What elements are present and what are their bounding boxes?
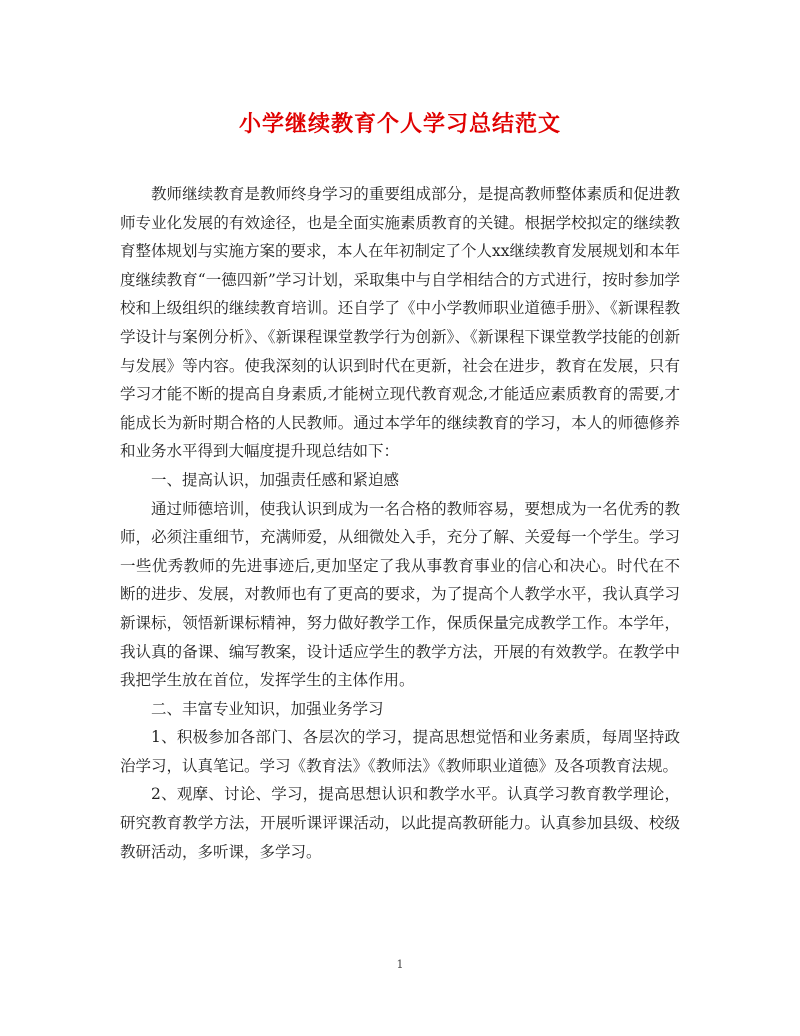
page-number: 1 <box>396 958 404 971</box>
section-1-paragraph: 通过师德培训，使我认识到成为一名合格的教师容易，要想成为一名优秀的教师，必须注重细节，充满师爱，从细微处入手，充分了解、关爱每一个学生。学习一些优秀教师的先进事迹后,更加坚定了我从事教育事业的信心和决心。时代在不断的进步、发展，对教师也有了更高的要求，为了提高个人教学水平，我认真学习新课标，领悟新课标精神，努力做好教学工作，保质保量完成教学工作。本学年，我认真的备课、编写教案，设计适应学生的教学方法，开展的有效教学。在教学中我把学生放在首位，发挥学生的主体作用。 <box>120 499 680 690</box>
document-body <box>120 180 680 866</box>
section-heading-1: 一、提高认识，加强责任感和紧迫感 <box>151 470 400 489</box>
section-2-item-1: 1、积极参加各部门、各层次的学习，提高思想觉悟和业务素质，每周坚持政治学习，认真笔记。学习《教育法》《教师法》《教师职业道德》及各项教育法规。 <box>120 728 680 775</box>
intro-paragraph: 教师继续教育是教师终身学习的重要组成部分，是提高教师整体素质和促进教师专业化发展的有效途径，也是全面实施素质教育的关键。根据学校拟定的继续教育整体规划与实施方案的要求，本人在年初制定了个人xx继续教育发展规划和本年度继续教育“一德四新”学习计划，采取集中与自学相结合的方式进行，按时参加学校和上级组织的继续教育培训。还自学了《中小学教师职业道德手册》、《新课程教学设计与案例分析》、《新课程课堂教学行为创新》、《新课程下课堂教学技能的创新与发展》等内容。使我深刻的认识到时代在更新，社会在进步，教育在发展，只有学习才能不断的提高自身素质,才能树立现代教育观念,才能适应素质教育的需要,才能成长为新时期合格的人民教师。通过本学年的继续教育的学习，本人的师德修养和业务水平得到大幅度提升现总结如下： <box>120 185 680 461</box>
document-title: 小学继续教育个人学习总结范文 <box>238 111 561 137</box>
section-heading-2: 二、丰富专业知识，加强业务学习 <box>151 699 384 718</box>
section-2-item-2: 2、观摩、讨论、学习，提高思想认识和教学水平。认真学习教育教学理论，研究教育教学方法，开展听课评课活动，以此提高教研能力。认真参加县级、校级教研活动，多听课，多学习。 <box>120 785 680 861</box>
